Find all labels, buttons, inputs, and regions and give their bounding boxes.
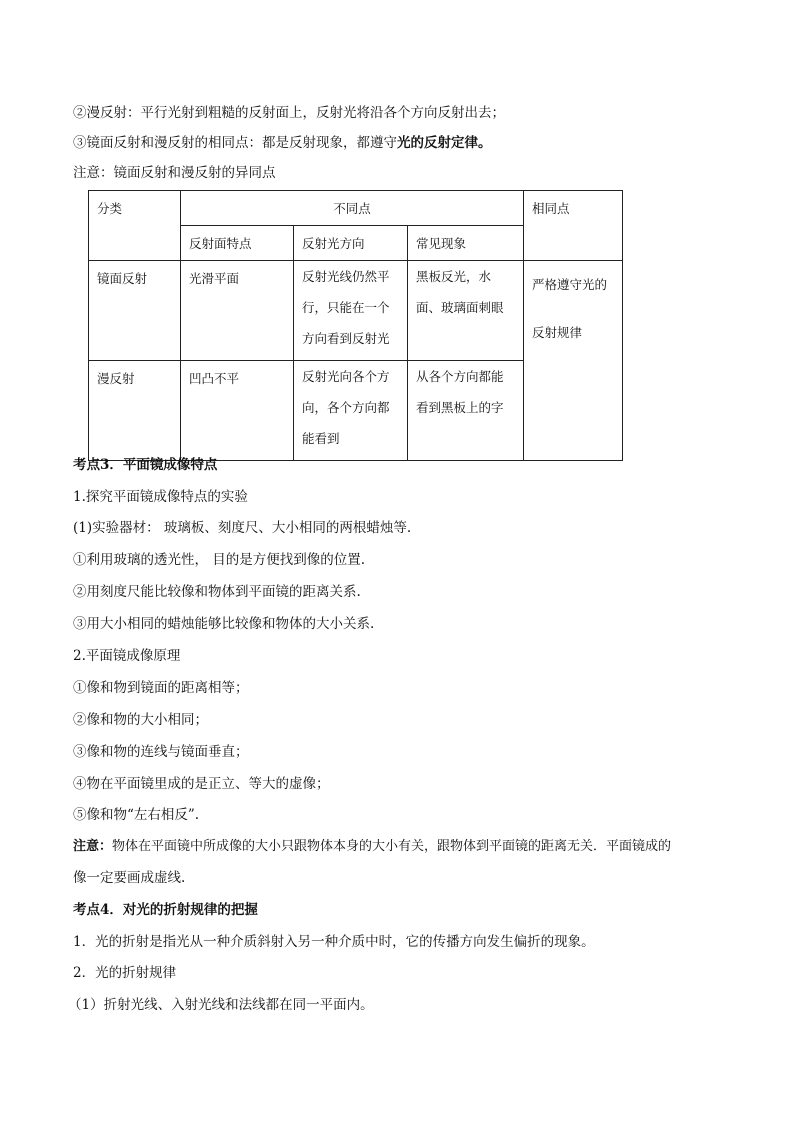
reflection-law-text: 光的反射定律。 bbox=[397, 135, 492, 151]
section4-line-1: 1．光的折射是指光从一种介质斜射入另一种介质中时，它的传播方向发生偏折的现象。 bbox=[73, 934, 595, 950]
section3-note-line-2: 像一定要画成虚线. bbox=[73, 870, 186, 886]
section4-title: 考点4．对光的折射规律的把握 bbox=[73, 902, 258, 918]
row-diffuse-surface: 凹凸不平 bbox=[181, 361, 294, 461]
section3-line-6: 2.平面镜成像原理 bbox=[73, 648, 181, 664]
cell-same-point: 严格遵守光的反射规律 bbox=[524, 261, 623, 461]
header-direction: 反射光方向 bbox=[294, 226, 408, 261]
section3-title: 考点3．平面镜成像特点 bbox=[73, 457, 218, 473]
section3-line-7: ①像和物到镜面的距离相等； bbox=[73, 680, 249, 696]
note-label: 注意： bbox=[73, 839, 113, 854]
section3-line-2: (1)实验器材： 玻璃板、刻度尺、大小相同的两根蜡烛等. bbox=[73, 520, 412, 536]
paragraph-diffuse-reflection: ②漫反射：平行光射到粗糙的反射面上，反射光将沿各个方向反射出去； bbox=[73, 105, 505, 121]
section3-line-1: 1.探究平面镜成像特点的实验 bbox=[73, 489, 248, 505]
header-category: 分类 bbox=[89, 191, 181, 261]
row-specular-phenomenon: 黑板反光，水面、玻璃面刺眼 bbox=[408, 261, 524, 361]
header-similarities: 相同点 bbox=[524, 191, 623, 261]
row-specular-surface: 光滑平面 bbox=[181, 261, 294, 361]
section3-line-11: ⑤像和物“左右相反”. bbox=[73, 807, 200, 823]
header-differences: 不同点 bbox=[181, 191, 524, 226]
paragraph-same-points bbox=[73, 133, 492, 153]
row-specular-name: 镜面反射 bbox=[89, 261, 181, 361]
header-surface: 反射面特点 bbox=[181, 226, 294, 261]
section4-line-3: （1）折射光线、入射光线和法线都在同一平面内。 bbox=[68, 997, 374, 1013]
section3-line-9: ③像和物的连线与镜面垂直； bbox=[73, 744, 249, 760]
section3-line-3: ①利用玻璃的透光性， 目的是方便找到像的位置. bbox=[73, 552, 366, 568]
header-phenomenon: 常见现象 bbox=[408, 226, 524, 261]
section3-line-4: ②用刻度尺能比较像和物体到平面镜的距离关系. bbox=[73, 584, 361, 600]
row-diffuse-name: 漫反射 bbox=[89, 361, 181, 461]
section3-line-8: ②像和物的大小相同； bbox=[73, 712, 208, 728]
reflection-comparison-table bbox=[88, 190, 623, 461]
row-diffuse-phenomenon: 从各个方向都能看到黑板上的字 bbox=[408, 361, 524, 461]
note-text: 物体在平面镜中所成像的大小只跟物体本身的大小有关，跟物体到平面镜的距离无关．平面镜成的 bbox=[112, 839, 672, 854]
section3-line-10: ④物在平面镜里成的是正立、等大的虚像； bbox=[73, 776, 330, 792]
section4-line-2: 2．光的折射规律 bbox=[73, 965, 177, 981]
row-specular-direction: 反射光线仍然平行，只能在一个方向看到反射光 bbox=[294, 261, 408, 361]
row-diffuse-direction: 反射光向各个方向，各个方向都能看到 bbox=[294, 361, 408, 461]
section3-note bbox=[73, 837, 671, 857]
note-heading: 注意：镜面反射和漫反射的异同点 bbox=[73, 165, 276, 181]
section3-line-5: ③用大小相同的蜡烛能够比较像和物体的大小关系. bbox=[73, 616, 375, 632]
same-points-text: ③镜面反射和漫反射的相同点：都是反射现象，都遵守 bbox=[73, 135, 397, 151]
